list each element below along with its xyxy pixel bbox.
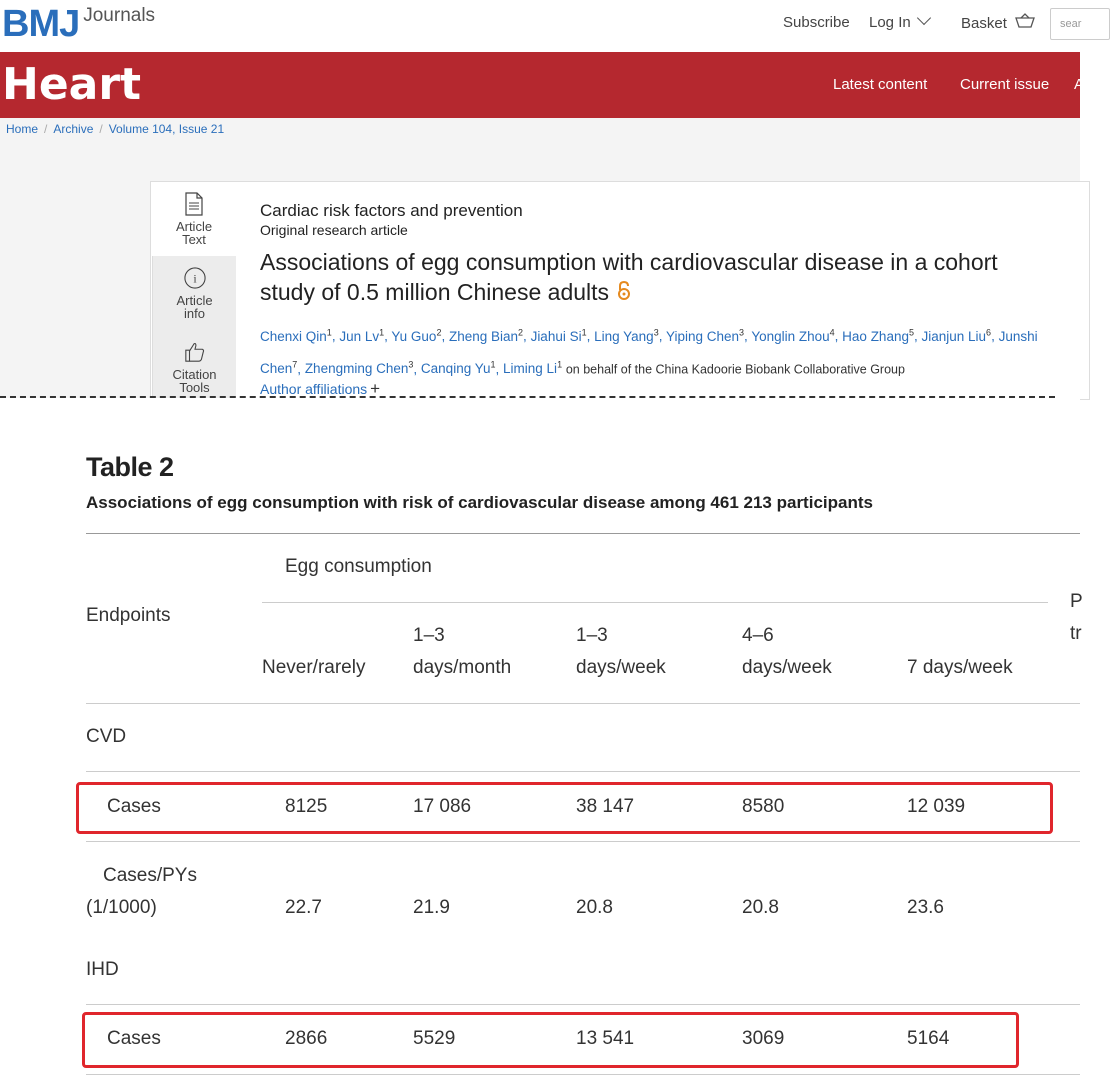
author-name: Yu Guo <box>391 328 437 344</box>
dashed-divider <box>0 396 1055 398</box>
expand-plus-icon: + <box>370 379 381 398</box>
author-link[interactable] <box>922 329 992 344</box>
article-title <box>260 247 1020 307</box>
author-link[interactable] <box>421 361 496 376</box>
svg-text:i: i <box>192 271 197 286</box>
col-header-line1: 4–6 <box>742 625 774 646</box>
row-rule <box>86 1074 1080 1075</box>
tab-label-line2: Text <box>182 232 206 247</box>
p-trend-header-partial: P <box>1070 591 1083 612</box>
author-name: Chenxi Qin <box>260 328 327 344</box>
p-trend-header-partial-2: tr <box>1070 623 1082 644</box>
table-cell: 8125 <box>285 796 328 817</box>
article-title-text: Associations of egg consumption with cardiovascular disease in a cohort study of 0.5 million Chinese adults <box>260 249 998 305</box>
row-rule <box>86 771 1080 772</box>
document-icon <box>183 192 205 216</box>
row-rule <box>86 841 1080 842</box>
table-cell: 38 147 <box>576 796 635 817</box>
highlight-box <box>82 1012 1019 1068</box>
top-bar <box>0 0 1080 52</box>
thumbs-up-icon <box>184 340 206 364</box>
col-header-line1 <box>262 620 365 652</box>
author-name: Jiahui Si <box>530 328 582 344</box>
breadcrumb-separator: / <box>99 122 103 136</box>
row-label-rate-line2: (1/1000) <box>86 897 157 918</box>
breadcrumb-separator: / <box>44 122 48 136</box>
row-label-cases: Cases <box>107 1028 161 1049</box>
tab-label-line1: Article <box>175 219 213 234</box>
col-header-4-6-week <box>742 620 832 684</box>
table-cell: 17 086 <box>413 796 472 817</box>
author-link[interactable] <box>391 329 441 344</box>
col-header-line2: days/week <box>576 657 666 678</box>
author-affiliation-number: 6 <box>986 327 992 337</box>
author-affiliation-number: 3 <box>653 327 659 337</box>
col-header-line2: Never/rarely <box>262 657 366 678</box>
breadcrumb-issue[interactable]: Volume 104, Issue 21 <box>108 122 225 136</box>
article-type: Original research article <box>260 222 408 238</box>
tab-citation-tools[interactable] <box>152 330 236 404</box>
author-name: Zhengming Chen <box>304 361 409 376</box>
author-affiliation-number: 4 <box>829 327 835 337</box>
table-cell: 21.9 <box>413 897 450 918</box>
col-header-line2: days/month <box>413 657 512 678</box>
author-group-note: on behalf of the China Kadoorie Biobank Collaborative Group <box>565 362 905 376</box>
table-cell: 20.8 <box>576 897 613 918</box>
basket-link[interactable] <box>961 14 1035 32</box>
header-bottom-rule <box>86 703 1080 704</box>
table-cell: 13 541 <box>576 1028 635 1049</box>
author-affiliation-number: 1 <box>379 327 385 337</box>
section-label-ihd: IHD <box>86 959 119 980</box>
journal-header <box>0 52 1085 118</box>
highlight-box <box>76 782 1053 834</box>
author-link[interactable] <box>531 329 587 344</box>
author-name: Zheng Bian <box>448 328 519 344</box>
table-cell: 20.8 <box>742 897 779 918</box>
table-title: Table 2 <box>86 452 174 482</box>
col-header-line2: 7 days/week <box>907 657 1013 678</box>
author-link[interactable] <box>594 329 659 344</box>
author-affiliation-number: 5 <box>908 327 914 337</box>
author-name: Yonglin Zhou <box>751 328 830 344</box>
author-affiliation-number: 1 <box>581 327 587 337</box>
chevron-down-icon <box>917 11 931 25</box>
breadcrumb <box>6 122 224 136</box>
author-affiliation-number: 2 <box>436 327 442 337</box>
table-top-rule <box>86 533 1080 534</box>
row-label-rate-line1: Cases/PYs <box>103 865 197 886</box>
article-category[interactable]: Cardiac risk factors and prevention <box>260 201 523 220</box>
author-name: Jianjun Liu <box>921 328 987 344</box>
author-name: Yiping Chen <box>665 328 740 344</box>
table-cell: 12 039 <box>907 796 966 817</box>
author-name: Ling Yang <box>594 328 654 344</box>
tab-label-line1: Citation <box>172 367 217 382</box>
endpoints-header: Endpoints <box>86 605 171 626</box>
table-cell: 5529 <box>413 1028 456 1049</box>
breadcrumb-archive[interactable]: Archive <box>53 122 94 136</box>
section-label-cvd: CVD <box>86 726 127 747</box>
group-header-rule <box>262 602 1048 603</box>
open-access-icon <box>617 281 631 301</box>
author-link[interactable] <box>449 329 523 344</box>
col-header-line1: 1–3 <box>413 625 445 646</box>
table-cell: 5164 <box>907 1028 950 1049</box>
search-input[interactable]: sear <box>1050 8 1110 40</box>
login-label: Log In <box>869 14 911 31</box>
author-link[interactable] <box>260 329 332 344</box>
author-affiliation-number: 1 <box>490 359 496 370</box>
author-link[interactable] <box>842 329 914 344</box>
author-name: Jun Lv <box>339 328 380 344</box>
info-icon <box>184 266 206 290</box>
col-header-1-3-month <box>413 620 511 684</box>
author-list: Chenxi Qin$^1$, Jun Lv$^1$, Yu Guo$^2$, Zheng Bian$^2$, Jiahui Si$^1$, Ling Yang$^3$, Yiping Chen$^3$, Yonglin Zhou$^4$, Hao Zhang$^5$, Jianjun Liu$^6$, Junshi Chen$^7$, Zhengming Chen$^3$, Canqing Yu$^1$, Liming Li$^1$ on behalf of the China Kadoorie Biobank Collaborative Group <box>260 327 1038 376</box>
author-affiliation-number: 3 <box>739 327 745 337</box>
col-header-never <box>262 620 365 684</box>
tab-article-text[interactable] <box>152 182 236 256</box>
author-affiliation-number: 2 <box>518 327 524 337</box>
basket-icon <box>1015 14 1035 28</box>
author-link[interactable] <box>751 329 834 344</box>
login-menu[interactable] <box>869 14 929 31</box>
row-label-cases: Cases <box>107 796 161 817</box>
table-cell: 22.7 <box>285 897 322 918</box>
subscribe-link[interactable]: Subscribe <box>783 14 850 31</box>
author-name: Hao Zhang <box>842 328 909 344</box>
col-header-line2: days/week <box>742 657 832 678</box>
author-link[interactable] <box>666 329 744 344</box>
tab-article-info[interactable] <box>152 256 236 330</box>
affiliations-label: Author affiliations <box>260 381 368 397</box>
current-issue-link[interactable]: Current issue <box>960 76 1050 93</box>
tab-label-line2: info <box>184 306 205 321</box>
author-link[interactable] <box>503 361 562 376</box>
logo-mark: BMJ <box>2 3 80 45</box>
tab-label-line2: Tools <box>179 380 210 395</box>
col-header-line1: 1–3 <box>576 625 608 646</box>
author-name: Junshi Chen <box>260 328 1038 376</box>
author-affiliation-number: 1 <box>557 359 563 370</box>
author-link[interactable] <box>305 361 414 376</box>
article-side-tabs <box>152 182 236 404</box>
row-rule <box>86 1004 1080 1005</box>
logo-text: Journals <box>83 5 156 26</box>
latest-content-link[interactable]: Latest content <box>833 76 928 93</box>
author-name: Liming Li <box>503 361 558 376</box>
archive-link-partial[interactable]: A <box>1074 76 1085 93</box>
author-affiliation-number: 7 <box>292 359 298 370</box>
author-affiliation-number: 3 <box>408 359 414 370</box>
basket-label: Basket <box>961 15 1007 32</box>
breadcrumb-home[interactable]: Home <box>6 122 39 136</box>
table-caption: Associations of egg consumption with risk of cardiovascular disease among 461 213 participants <box>86 493 873 512</box>
table-cell: 23.6 <box>907 897 944 918</box>
author-name: Canqing Yu <box>420 361 491 376</box>
table-cell: 2866 <box>285 1028 328 1049</box>
tab-label-line1: Article <box>176 293 213 308</box>
table-cell: 8580 <box>742 796 785 817</box>
author-affiliation-number: 1 <box>326 327 332 337</box>
table-cell: 3069 <box>742 1028 785 1049</box>
author-link[interactable] <box>339 329 384 344</box>
col-header-1-3-week <box>576 620 666 684</box>
bmj-journals-logo[interactable] <box>2 4 155 44</box>
col-header-line1 <box>907 620 1013 652</box>
egg-consumption-header: Egg consumption <box>285 556 432 577</box>
col-header-7-week <box>907 620 1013 684</box>
journal-title[interactable]: Heart <box>2 59 142 110</box>
